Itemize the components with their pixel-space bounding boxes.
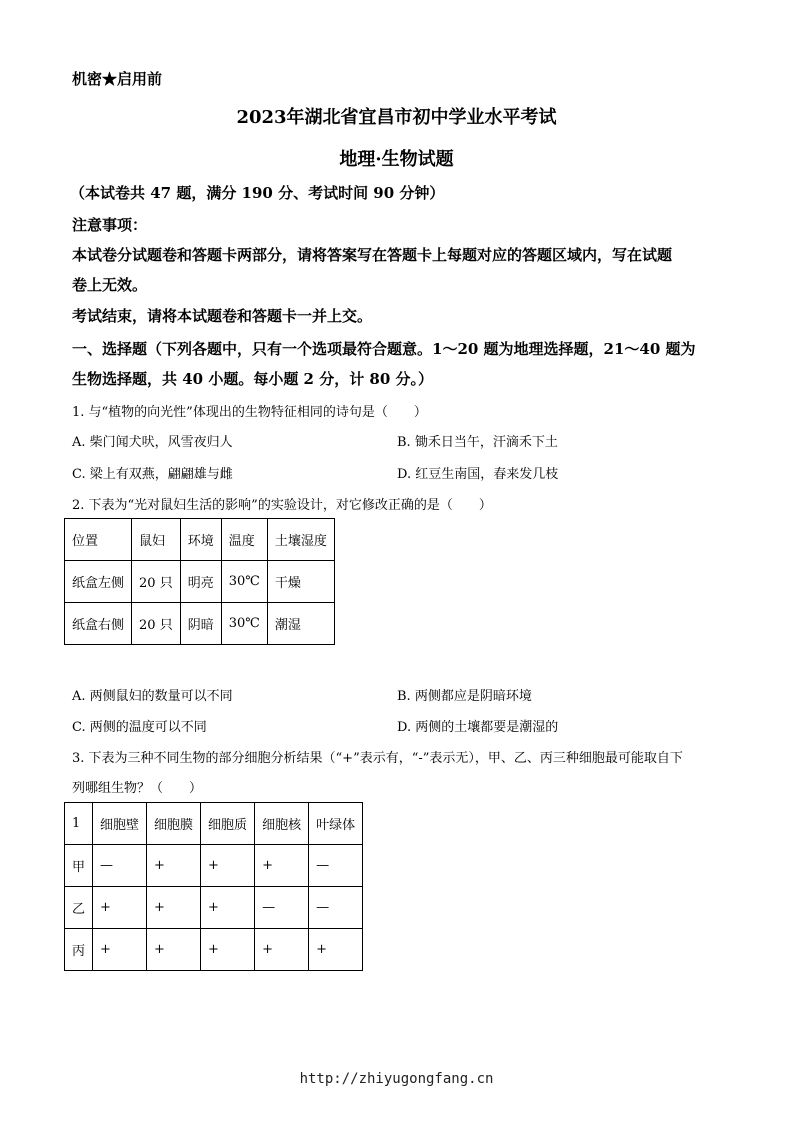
notice-line-1a: 本试卷分试题卷和答题卡两部分，请将答案写在答题卡上每题对应的答题区域内，写在试题 (72, 246, 673, 264)
table-cell: 纸盒左侧 (65, 561, 132, 603)
table-header-cell: 环境 (180, 519, 221, 561)
table-cell: 干燥 (267, 561, 334, 603)
table-header-cell: 1 (65, 803, 93, 845)
confidential-label: 机密★启用前 (72, 70, 163, 88)
table-cell: + (255, 929, 309, 971)
table-row (65, 603, 335, 645)
exam-info: （本试卷共 47 题，满分 190 分、考试时间 90 分钟） (70, 184, 445, 202)
table-cell: + (93, 929, 147, 971)
section-heading-line-2: 生物选择题，共 40 小题。每小题 2 分，计 80 分。） (72, 370, 434, 388)
table-cell: 潮湿 (267, 603, 334, 645)
table-cell: + (201, 929, 255, 971)
table-header-row (65, 803, 363, 845)
exam-title: 2023年湖北省宜昌市初中学业水平考试 (236, 107, 557, 128)
table-cell: + (93, 887, 147, 929)
table-cell: + (147, 887, 201, 929)
table-header-cell: 土壤湿度 (267, 519, 334, 561)
table-cell: + (255, 845, 309, 887)
q2-option-a: A. 两侧鼠妇的数量可以不同 (72, 689, 233, 704)
table-cell: + (147, 929, 201, 971)
q2-option-b: B. 两侧都应是阴暗环境 (397, 689, 532, 704)
table-cell: 甲 (65, 845, 93, 887)
table-cell: 30℃ (221, 603, 267, 645)
table-cell: + (201, 845, 255, 887)
table-cell: + (147, 845, 201, 887)
table-header-cell: 细胞核 (255, 803, 309, 845)
table-cell: 20 只 (132, 603, 181, 645)
q1-stem: 1. 与“植物的向光性”体现出的生物特征相同的诗句是（ ） (72, 405, 427, 420)
table-cell: 丙 (65, 929, 93, 971)
q2-stem: 2. 下表为“光对鼠妇生活的影响”的实验设计，对它修改正确的是（ ） (72, 498, 492, 513)
section-heading-line-1: 一、选择题（下列各题中，只有一个选项最符合题意。1～20 题为地理选择题，21～40 题为 (72, 340, 696, 358)
table-row (65, 887, 363, 929)
q3-table (64, 802, 363, 971)
table-header-cell: 细胞壁 (93, 803, 147, 845)
table-header-row (65, 519, 335, 561)
table-cell: — (309, 845, 363, 887)
q1-option-a: A. 柴门闻犬吠，风雪夜归人 (72, 435, 233, 450)
table-row (65, 929, 363, 971)
q1-option-d: D. 红豆生南国，春来发几枝 (397, 467, 559, 482)
table-cell: 20 只 (132, 561, 181, 603)
footer-url: http://zhiyugongfang.cn (299, 1071, 494, 1087)
table-header-cell: 叶绿体 (309, 803, 363, 845)
table-cell: 30℃ (221, 561, 267, 603)
table-cell: — (309, 887, 363, 929)
table-cell: + (201, 887, 255, 929)
q2-table (64, 518, 335, 645)
table-cell: 阴暗 (180, 603, 221, 645)
table-header-cell: 温度 (221, 519, 267, 561)
notice-heading: 注意事项： (72, 216, 148, 234)
table-header-cell: 位置 (65, 519, 132, 561)
table-header-cell: 细胞质 (201, 803, 255, 845)
q3-stem-line-1: 3. 下表为三种不同生物的部分细胞分析结果（“+”表示有，“-”表示无），甲、乙、丙三种细胞最可能取自下 (72, 751, 683, 766)
table-header-cell: 细胞膜 (147, 803, 201, 845)
q2-option-d: D. 两侧的土壤都要是潮湿的 (397, 720, 559, 735)
table-cell: — (93, 845, 147, 887)
q1-option-c: C. 梁上有双燕，翩翩雄与雌 (72, 467, 233, 482)
table-header-cell: 鼠妇 (132, 519, 181, 561)
table-row (65, 845, 363, 887)
q3-stem-line-2: 列哪组生物？（ ） (72, 781, 203, 796)
notice-line-2: 考试结束，请将本试题卷和答题卡一并上交。 (72, 307, 373, 325)
table-row (65, 561, 335, 603)
table-cell: 纸盒右侧 (65, 603, 132, 645)
table-cell: — (255, 887, 309, 929)
exam-subtitle: 地理·生物试题 (339, 149, 454, 170)
q1-option-b: B. 锄禾日当午，汗滴禾下土 (397, 435, 558, 450)
notice-line-1b: 卷上无效。 (72, 276, 148, 294)
table-cell: + (309, 929, 363, 971)
q2-option-c: C. 两侧的温度可以不同 (72, 720, 207, 735)
table-cell: 乙 (65, 887, 93, 929)
table-cell: 明亮 (180, 561, 221, 603)
